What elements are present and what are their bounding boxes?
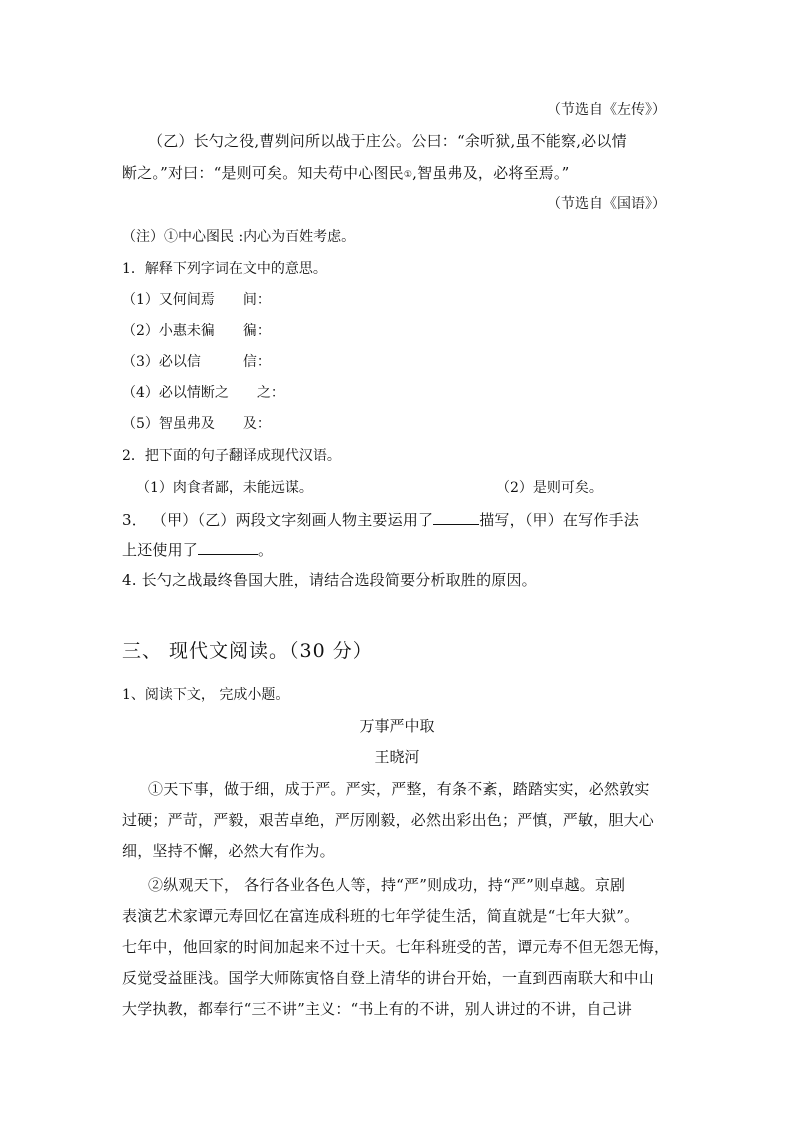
paragraph-1-line-1: ①天下事，做于细，成于严。严实，严整，有条不紊，踏踏实实，必然敦实 [148,780,650,798]
question-1-item-5 [122,414,271,434]
q3-line-1-pre: 3． （甲）（乙）两段文字刻画人物主要运用了 [122,511,434,529]
paragraph-2-line-3: 七年中，他回家的时间加起来不过十天。七年科班受的苦，谭元寿不但无怨无悔， [122,938,670,956]
article-title: 万事严中取 [359,717,435,735]
answer-blank[interactable] [433,510,479,525]
passage-b-source: （节选自《国语》） [547,196,666,212]
q1-word: 之： [256,385,285,401]
question-3-line-2 [122,540,273,560]
answer-blank[interactable] [198,540,258,555]
q3-line-2-pre: 上还使用了 [122,541,199,559]
passage-a-source: （节选自《左传》） [547,102,666,118]
question-2-prompt: 2．把下面的句子翻译成现代汉语。 [122,448,341,464]
paragraph-2-line-5: 大学执教，都奉行“三不讲”主义：“书上有的不讲，别人讲过的不讲，自己讲 [122,1000,633,1018]
q1-phrase: （2）小惠未徧 [122,323,215,339]
question-1-prompt: 1．解释下列字词在文中的意思。 [122,261,327,277]
passage-b-line-2-post: ,智虽弗及，必将至焉。” [412,164,570,182]
paragraph-1-line-2: 过硬；严苛，严毅，艰苦卓绝，严厉刚毅，必然出彩出色；严慎，严敏，胆大心 [122,811,655,829]
paragraph-2-line-1: ②纵观天下， 各行各业各色人等，持“严”则成功，持“严”则卓越。京剧 [148,876,626,894]
passage-b-line-1: （乙）长勺之役,曹刿问所以战于庄公。公曰：“余听狱,虽不能察,必以情 [148,132,627,150]
question-3-line-1 [122,510,639,530]
question-2-item-2: （2）是则可矣。 [496,480,603,496]
q3-line-1-post: 描写，（甲）在写作手法 [479,511,639,529]
footnote-marker: ① [403,170,413,180]
passage-b-line-2 [122,163,569,186]
footnote: （注）①中心图民 :内心为百姓考虑。 [122,229,356,245]
question-1-item-4 [122,383,285,403]
question-1-item-3 [122,352,271,372]
q1-phrase: （1）又何间焉 [122,292,215,308]
q1-word: 信： [242,354,271,370]
q1-phrase: （4）必以情断之 [122,385,229,401]
passage-b-line-2-pre: 断之。”对曰：“是则可矣。知夫苟中心图民 [122,164,404,182]
q1-word: 间： [242,292,271,308]
q3-line-2-post: 。 [258,541,274,559]
section-3-heading: 三、 现代文阅读。（30 分） [122,640,373,662]
question-4: 4. 长勺之战最终鲁国大胜，请结合选段简要分析取胜的原因。 [122,571,537,589]
q1-phrase: （5）智虽弗及 [122,416,215,432]
q1-word: 及： [242,416,271,432]
paragraph-2-line-2: 表演艺术家谭元寿回忆在富连成科班的七年学徒生活，简直就是“七年大狱”。 [122,907,640,925]
q1-phrase: （3）必以信 [122,354,201,370]
reading-task: 1、阅读下文， 完成小题。 [122,687,290,703]
question-2-item-1: （1）肉食者鄙，未能远谋。 [136,480,313,496]
question-1-item-2 [122,321,271,341]
paragraph-2-line-4: 反觉受益匪浅。国学大师陈寅恪自登上清华的讲台开始，一直到西南联大和中山 [122,969,655,987]
question-1-item-1 [122,290,271,310]
paragraph-1-line-3: 细，坚持不懈，必然大有作为。 [122,842,335,860]
q1-word: 徧： [242,323,271,339]
article-author: 王晓河 [374,748,420,766]
